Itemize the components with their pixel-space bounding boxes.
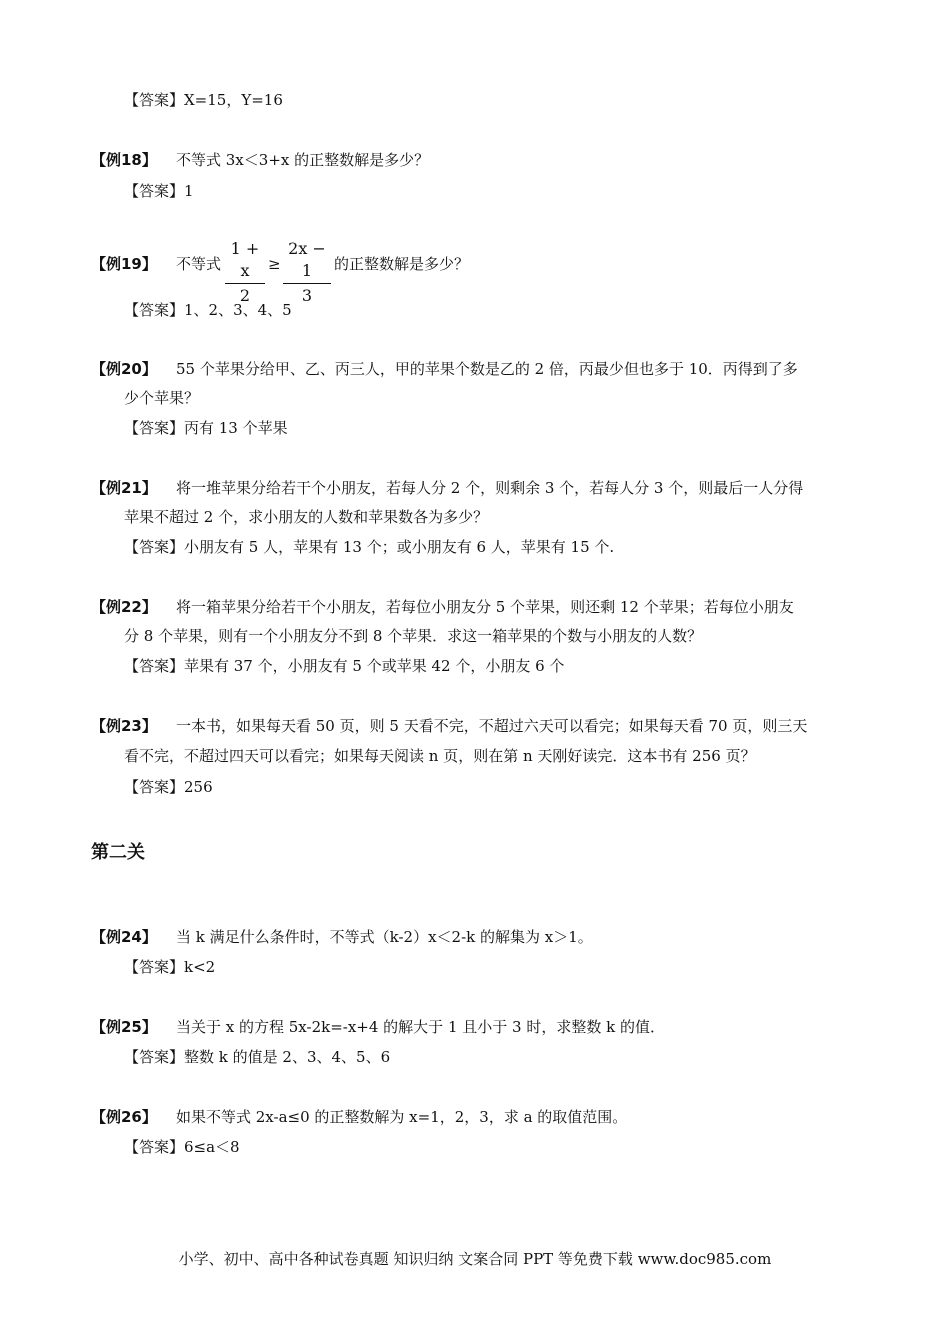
example-19-fraction-left xyxy=(225,238,265,307)
example-24-label: 【例24】 xyxy=(91,928,157,946)
example-19-fraction-right xyxy=(283,238,331,307)
fraction-right-numerator: 2x − 1 xyxy=(288,239,326,280)
example-18-question: 不等式 3x＜3+x 的正整数解是多少？ xyxy=(176,151,430,169)
example-22-label: 【例22】 xyxy=(91,598,157,616)
example-20-label: 【例20】 xyxy=(91,360,157,378)
example-21-question-line-1: 将一堆苹果分给若干个小朋友，若每人分 2 个，则剩余 3 个，若每人分 3 个，则最后一人分得 xyxy=(176,479,804,497)
example-20-question-line-1: 55 个苹果分给甲、乙、丙三人，甲的苹果个数是乙的 2 倍，丙最少但也多于 10．丙得到了多 xyxy=(176,360,798,378)
example-18-answer: 【答案】1 xyxy=(124,182,194,200)
example-24-answer: 【答案】k<2 xyxy=(124,958,216,976)
example-23-question-line-2: 看不完，不超过四天可以看完；如果每天阅读 n 页，则在第 n 天刚好读完．这本书有 256 页？ xyxy=(124,747,756,765)
example-20-answer: 【答案】丙有 13 个苹果 xyxy=(124,419,288,437)
example-19-answer: 【答案】1、2、3、4、5 xyxy=(124,301,292,319)
example-22-answer: 【答案】苹果有 37 个，小朋友有 5 个或苹果 42 个，小朋友 6 个 xyxy=(124,657,565,675)
example-19-label: 【例19】 xyxy=(91,255,157,273)
example-21-answer: 【答案】小朋友有 5 人，苹果有 13 个；或小朋友有 6 人，苹果有 15 个. xyxy=(124,538,615,556)
example-19-question-prefix: 不等式 xyxy=(176,255,222,273)
example-26-label: 【例26】 xyxy=(91,1108,157,1126)
example-26-question: 如果不等式 2x-a≤0 的正整数解为 x=1，2，3，求 a 的取值范围。 xyxy=(176,1108,628,1126)
example-20-question-line-2: 少个苹果？ xyxy=(124,389,200,407)
fraction-left-denominator: 2 xyxy=(239,286,251,305)
page-footer: 小学、初中、高中各种试卷真题 知识归纳 文案合同 PPT 等免费下载 www.doc985.com xyxy=(178,1250,772,1268)
example-22-question-line-1: 将一箱苹果分给若干个小朋友，若每位小朋友分 5 个苹果，则还剩 12 个苹果；若每位小朋友 xyxy=(176,598,794,616)
example-25-answer: 【答案】整数 k 的值是 2、3、4、5、6 xyxy=(124,1048,391,1066)
example-23-answer: 【答案】256 xyxy=(124,778,213,796)
fraction-right-denominator: 3 xyxy=(301,286,313,305)
fraction-left-bar xyxy=(225,283,265,284)
example-21-label: 【例21】 xyxy=(91,479,157,497)
example-24-question: 当 k 满足什么条件时，不等式（k-2）x＜2-k 的解集为 x＞1。 xyxy=(176,928,593,946)
fraction-left-numerator: 1 + x xyxy=(230,239,260,280)
example-25-label: 【例25】 xyxy=(91,1018,157,1036)
example-21-question-line-2: 苹果不超过 2 个，求小朋友的人数和苹果数各为多少？ xyxy=(124,508,489,526)
example-25-question: 当关于 x 的方程 5x-2k=-x+4 的解大于 1 且小于 3 时，求整数 k 的值． xyxy=(176,1018,665,1036)
example-22-question-line-2: 分 8 个苹果，则有一个小朋友分不到 8 个苹果．求这一箱苹果的个数与小朋友的人数？ xyxy=(124,627,703,645)
example-19-question-suffix: 的正整数解是多少？ xyxy=(334,255,470,273)
fraction-right-bar xyxy=(283,283,331,284)
example-18-label: 【例18】 xyxy=(91,151,157,169)
example-23-label: 【例23】 xyxy=(91,717,157,735)
example-23-question-line-1: 一本书，如果每天看 50 页，则 5 天看不完，不超过六天可以看完；如果每天看 70 页，则三天 xyxy=(176,717,808,735)
answer-17: 【答案】X=15，Y=16 xyxy=(124,91,283,109)
section-title: 第二关 xyxy=(91,842,145,863)
example-26-answer: 【答案】6≤a＜8 xyxy=(124,1138,240,1156)
example-19-relation: ≥ xyxy=(268,255,281,273)
